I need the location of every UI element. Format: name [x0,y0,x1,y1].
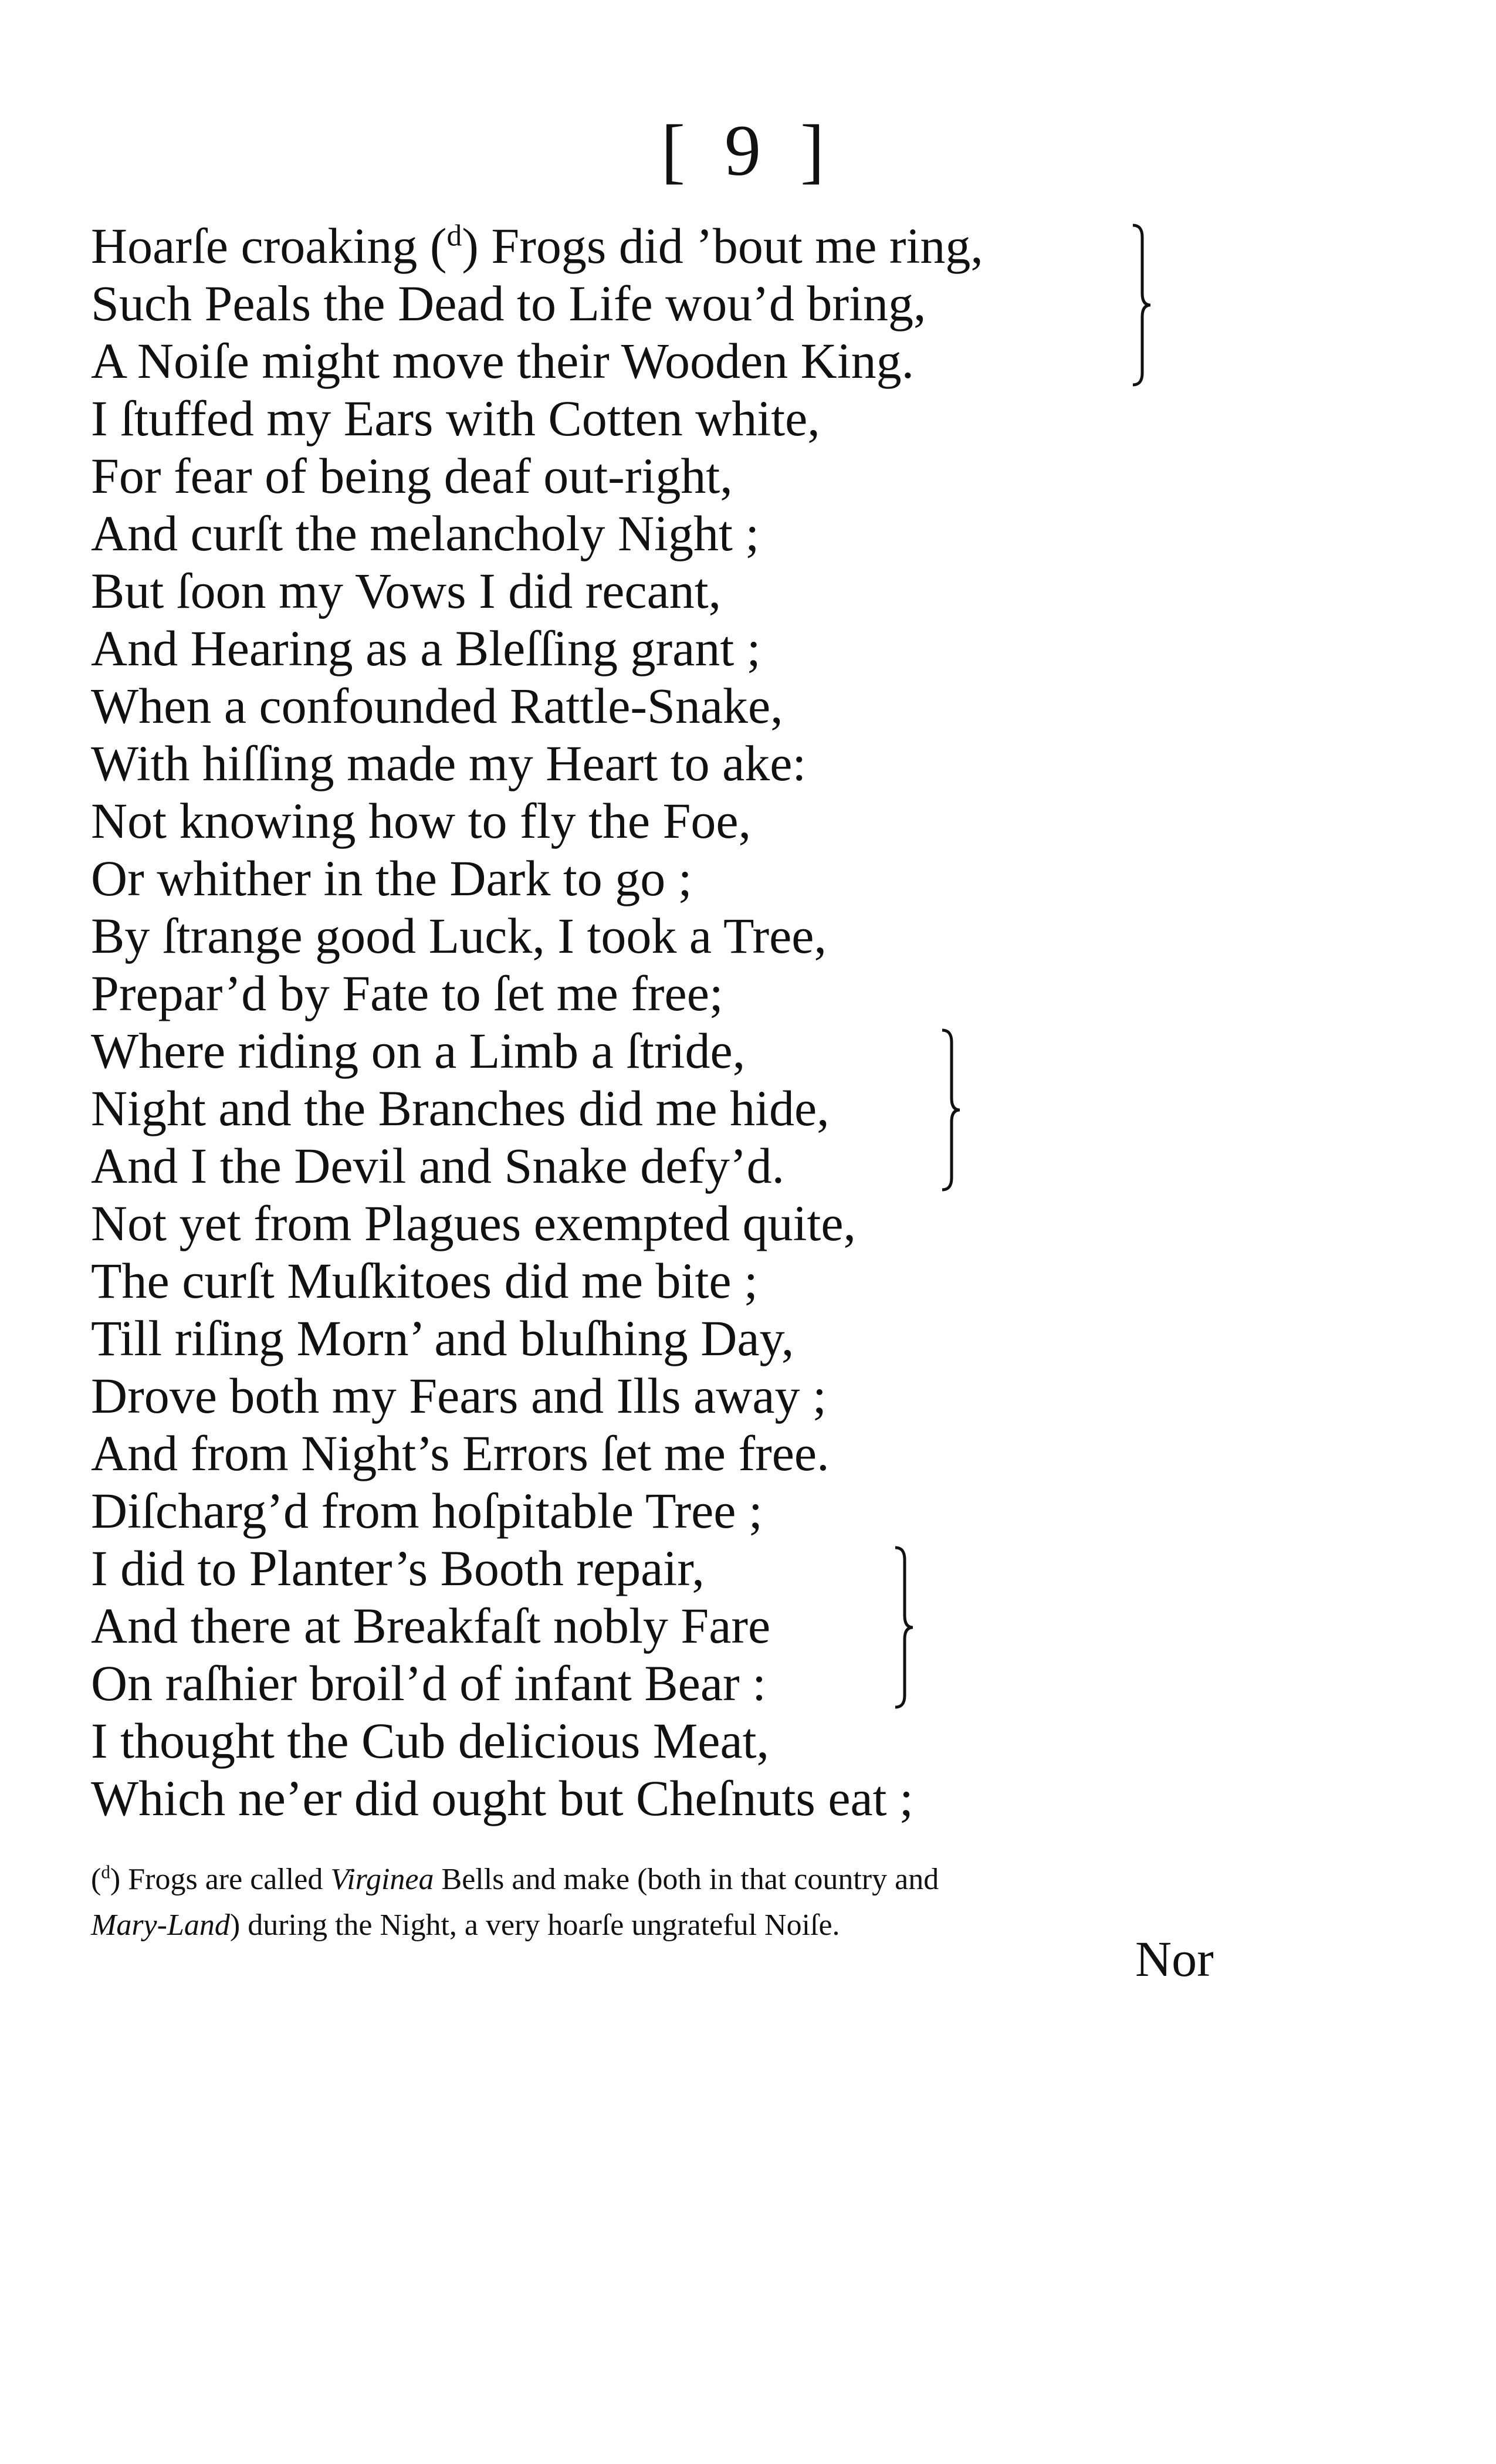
poem-line: Drove both my Fears and Ills away ; [91,1368,827,1424]
footnote-mark: d [101,1861,110,1883]
poem-line: Night and the Branches did me hide, [91,1080,830,1136]
poem-line: I thought the Cub delicious Meat, [91,1712,770,1769]
poem-line: By ſtrange good Luck, I took a Tree, [91,908,827,964]
poem-line: A Noiſe might move their Wooden King. [91,333,915,389]
poem-line: But ſoon my Vows I did recant, [91,563,722,619]
poem-line: Such Peals the Dead to Life wou’d bring, [91,275,926,331]
poem-line: Where riding on a Limb a ſtride, [91,1023,746,1079]
footnote-italic-text: Virginea [330,1863,434,1896]
poem-line: And curſt the melancholy Night ; [91,505,760,561]
triplet-brace-icon [892,1545,915,1710]
footnote-line [91,1903,1241,1948]
poem-line-text: Hoarſe croaking ( [91,218,447,274]
footnote-italic-text: Mary-Land [91,1908,230,1942]
poem-line: Diſcharg’d from hoſpitable Tree ; [91,1483,763,1539]
triplet-brace-icon [939,1028,962,1192]
footnote-reference: d [446,219,462,253]
poem-line: For fear of being deaf out-right, [91,448,733,504]
poem-line: And Hearing as a Bleſſing grant ; [91,620,761,676]
triplet-brace-icon [1129,223,1153,387]
poem-line-text: ) Frogs did ’bout me ring, [462,218,983,274]
poem-line: And there at Breakfaſt nobly Fare [91,1597,771,1654]
footnote [91,1857,1241,1948]
poem-line: The curſt Muſkitoes did me bite ; [91,1253,758,1309]
footnote-text: Bells and make (both in that country and [434,1863,939,1896]
poem-line: I did to Planter’s Booth repair, [91,1540,705,1596]
poem-line: Prepar’d by Fate to ſet me free; [91,965,723,1021]
poem-line: Not yet from Plagues exempted quite, [91,1195,857,1251]
catchword: Nor [1135,1931,1214,1987]
poem-line: And I the Devil and Snake defy’d. [91,1138,785,1194]
poem-line: On raſhier broil’d of infant Bear : [91,1655,767,1711]
footnote-text: ) during the Night, a very hoarſe ungrateful Noiſe. [229,1908,840,1942]
poem-line: Till riſing Morn’ and bluſhing Day, [91,1310,794,1366]
poem-line: With hiſſing made my Heart to ake: [91,735,807,791]
poem-line [91,217,983,275]
page-number: [ 9 ] [661,110,835,191]
poem-line: When a confounded Rattle-Snake, [91,678,783,734]
poem-line: Which ne’er did ought but Cheſnuts eat ; [91,1770,913,1826]
poem-line: Not knowing how to fly the Foe, [91,793,752,849]
footnote-line [91,1857,1241,1903]
poem-line: Or whither in the Dark to go ; [91,850,692,906]
poem-line: I ſtuffed my Ears with Cotten white, [91,390,820,446]
footnote-text: ) Frogs are called [110,1863,331,1896]
footnote-text: ( [91,1863,101,1896]
poem-line: And from Night’s Errors ſet me free. [91,1425,830,1481]
